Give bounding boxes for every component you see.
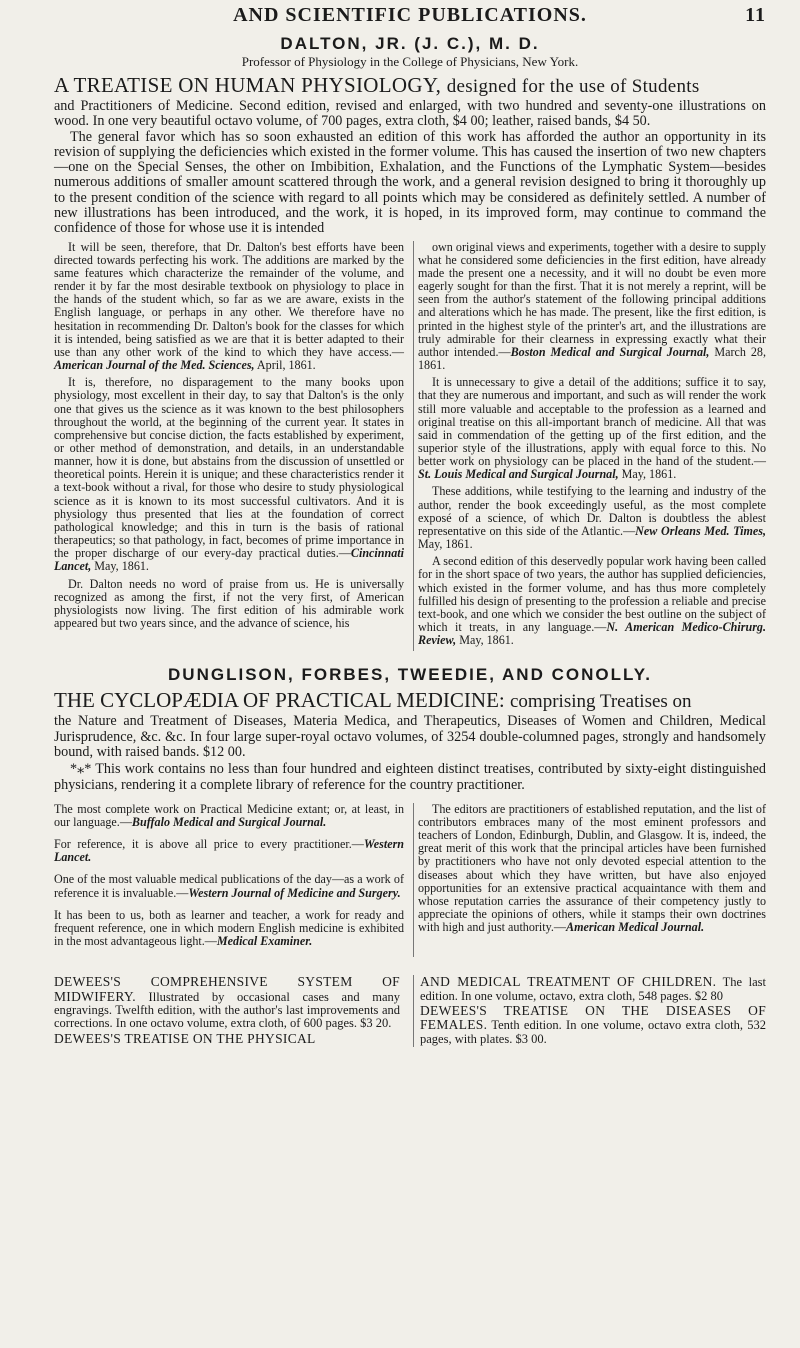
review-text: For reference, it is above all price to every practitioner.— [54,837,364,852]
review-source: St. Louis Medical and Surgical Journal, [418,467,619,482]
review-source: N. American Medico-Chirurg. Review, [418,620,766,648]
review [54,838,404,864]
listing-title: DEWEES'S TREATISE ON THE DISEASES OF FEMALES. [420,1003,766,1033]
review [54,376,404,573]
cyclopaedia-reviews [54,803,766,957]
listings-column-left [54,975,400,1047]
listing-title: DEWEES'S COMPREHENSIVE SYSTEM OF MIDWIFERY. [54,974,400,1004]
review-text: It is unnecessary to give a detail of the additions; suffice it to say, that they are numerous and important, and such as will render the work still more valuable and acceptable to the profession as a learned and original treatise on this all-important branch of medicine. All that was said in commendation of the getting up of the first edition, and the superior style of the illustrations, apply with equal force to this. No better work on physiology can be placed in the hand of the student.— [418,375,766,469]
book-listing [54,1032,400,1046]
review-text: A second edition of this deservedly popular work having been called for in the short space of two years, the author has supplied deficiencies, which existed in the former volume, and has thus more completely fulfilled his design of presenting to the profession a reliable and precise text-book, and one which we consider the best outline on the subject of which it treats, in any language.— [418,554,766,635]
review-date: May, 1861. [456,633,514,648]
review [418,803,766,935]
review-date: May, 1861. [91,559,149,574]
review-source: Cincinnati Lancet, [54,546,404,574]
review [54,873,404,899]
review-text: These additions, while testifying to the learning and industry of the author, render the book exceedingly useful, as the most complete exposé of a science, of which Dr. Dalton is doubtless the ablest representative on this side of the Atlantic.— [418,484,766,538]
dewees-listings [54,975,766,1047]
dalton-reviews [54,241,766,652]
cyclopaedia-reviews-left [54,803,404,957]
page-number: 11 [745,4,766,26]
review-source: Western Lancet. [54,837,404,865]
review-text: The most complete work on Practical Medicine extant; or, at least, in our language.— [54,801,404,829]
review-source: Medical Examiner. [216,934,313,949]
book-listing [420,975,766,1003]
review-text: It is, therefore, no disparagement to the many books upon physiology, most excellent in their day, to say that Dalton's is the only one that gives us the science as it was known to the best philosophers throughout the world, at the beginning of the current year. It states in comprehensive but concise diction, the facts established by experiment, or other method of demonstration, and details, in an understandable manner, how it is done, but abstains from the discussion of unsettled or theoretical points. Herein it is unique; and these characteristics render it a text-book without a rival, for those who desire to study physiological science as it is known to its most successful cultivators. And it is physiology thus presented that lies at the foundation of correct pathological knowledge; and this in turn is the basis of rational therapeutics; so that pathology, in fact, becomes of prime importance in the proper discharge of our every-day practical duties.— [54,375,404,561]
review [418,555,766,647]
author-statement: The general favor which has so soon exhausted an edition of this work has afforded the author an opportunity in its revision of supplying the deficiencies which existed in the former volume. This has caused the insertion of two new chapters—one on the Special Senses, the other on Imbibition, Exhalation, and the Functions of the Lymphatic System—besides numerous additions of smaller amount scattered through the work, and a general revision designed to bring it thoroughly up to the present condition of the science with regard to all points which may be considered as definitely settled. A number of new illustrations has been introduced, and the work, it is hoped, in its improved form, may continue to command the confidence of those for whose use it is intended [54,128,766,237]
running-title: AND SCIENTIFIC PUBLICATIONS. [233,4,587,26]
review [54,803,404,829]
book-listing [54,975,400,1031]
review-text: own original views and experiments, together with a desire to supply what he considered some deficiencies in the first edition, have already made the present one a necessity, and it will no doubt be even more eagerly sought for than the first. That it is not merely a reprint, will be seen from the author's statement of the following principal additions and alterations which he has made. The present, like the first edition, is printed in the highest style of the printer's art, and the illustrations are truly admirable for their clearness in expressing exactly what their author intended.— [418,239,766,359]
review-date: May, 1861. [418,537,473,552]
review-source: American Medical Journal. [566,920,705,935]
review-source: Buffalo Medical and Surgical Journal. [131,815,327,829]
note-mark: *⁎* [70,761,96,778]
dalton-section [54,34,766,651]
review-text: The editors are practitioners of established reputation, and the list of contributors embraces many of the most eminent professors and teachers of London, Edinburgh, Dublin, and Glasgow. It is, indeed, the great merit of this work that the principal articles have been furnished by practitioners who have not only devoted especial attention to the diseases about which they have written, but have also enjoyed opportunities for an extensive practical acquaintance with them and whose reputation carries the assurance of their competency justly to appreciate the opinions of others, while it stamps their own doctrines with high and just authority.— [418,801,766,935]
review [418,376,766,481]
listing-title: DEWEES'S TREATISE ON THE PHYSICAL [54,1030,316,1046]
reviews-column-left [54,241,404,652]
review-date: April, 1861. [254,358,316,373]
review [418,485,766,551]
review [54,241,404,373]
listing-details: Tenth edition. In one volume, octavo extra cloth, 532 pages, with plates. $3 00. [420,1018,766,1046]
author-affiliation: Professor of Physiology in the College of Physicians, New York. [241,54,579,69]
review [418,241,766,373]
review-text: One of the most valuable medical publications of the day—as a work of reference it is invaluable.— [54,872,404,900]
review-text: It will be seen, therefore, that Dr. Dalton's best efforts have been directed towards perfecting his work. The additions are marked by the same features which characterize the remainder of the volume, and render it by far the most desirable textbook on physiology to place in the hands of the student which, so far as we are aware, exists in the English language, or perhaps in any other. We therefore have no hesitation in recommending Dr. Dalton's book for the classes for which it is intended, being satisfied as we are that it is better adapted to their use than any other work of the kind to which they have access.— [54,239,404,359]
review-text: Dr. Dalton needs no word of praise from us. He is universally recognized as among the first, if not the very first, of American physiologists now living. The first edition of his admirable work appeared but two years since, and the advance of science, his [54,576,404,631]
listing-details: The last edition. In one volume, octavo, extra cloth, 548 pages. $2 80 [420,975,766,1003]
cyclopaedia-title-caps: THE CYCLOPÆDIA OF PRACTICAL MEDICINE: [54,688,505,713]
review-date: May, 1861. [618,467,677,482]
review-text: It has been to us, both as learner and teacher, a work for ready and frequent reference, one in which modern English medicine is exhibited in the most advantageous light.— [54,907,404,949]
book-title-rest: designed for the use of Students [446,76,700,97]
reviews-column-right [413,241,766,652]
book-listing [420,1004,766,1046]
listings-column-right [413,975,766,1047]
review-source: New Orleans Med. Times, [635,523,766,538]
cyclopaedia-description: the Nature and Treatment of Diseases, Materia Medica, and Therapeutics, Diseases of Women and Children, Medical Jurisprudence, &c. &c. In four large super-royal octavo volumes, of 3254 double-columned pages, strongly and handsomely bound, with raised bands. $12 00. [54,713,766,760]
review [54,909,404,948]
review [54,578,404,631]
running-head [54,4,766,34]
cyclopaedia-title-rest: comprising Treatises on [510,691,692,713]
review-source: American Journal of the Med. Sciences, [54,358,255,373]
cyclopaedia-title [54,688,766,714]
review-source: Western Journal of Medicine and Surgery. [188,885,401,900]
cyclopaedia-section [54,665,766,957]
book-description: and Practitioners of Medicine. Second edition, revised and enlarged, with two hundred and seventy-one illustrations on wood. In one very beautiful octavo volume, of 700 pages, extra cloth, $4 00; leather, raised bands, $4 50. [54,98,766,130]
review-date: March 28, 1861. [418,344,766,373]
review-source: Boston Medical and Surgical Journal, [510,344,710,359]
catalogue-page [54,0,766,1348]
editors-heading: DUNGLISON, FORBES, TWEEDIE, AND CONOLLY. [168,665,652,685]
listing-details: Illustrated by occasional cases and many engravings. Twelfth edition, with the author's last improvements and corrections. In one octavo volume, extra cloth, of 600 pages. $3 20. [54,989,400,1031]
note-text: This work contains no less than four hundred and eighteen distinct treatises, contributed by sixty-eight distinguished physicians, rendering it a complete library of reference for the country practitioner. [54,761,766,793]
listing-title: AND MEDICAL TREATMENT OF CHILDREN. [420,974,717,990]
cyclopaedia-reviews-right [413,803,766,957]
cyclopaedia-note [54,762,766,793]
book-title [54,73,766,99]
catalogue-content [54,34,766,1047]
book-title-caps: A TREATISE ON HUMAN PHYSIOLOGY, [54,73,442,97]
author-heading: DALTON, JR. (J. C.), M. D. [280,34,540,53]
